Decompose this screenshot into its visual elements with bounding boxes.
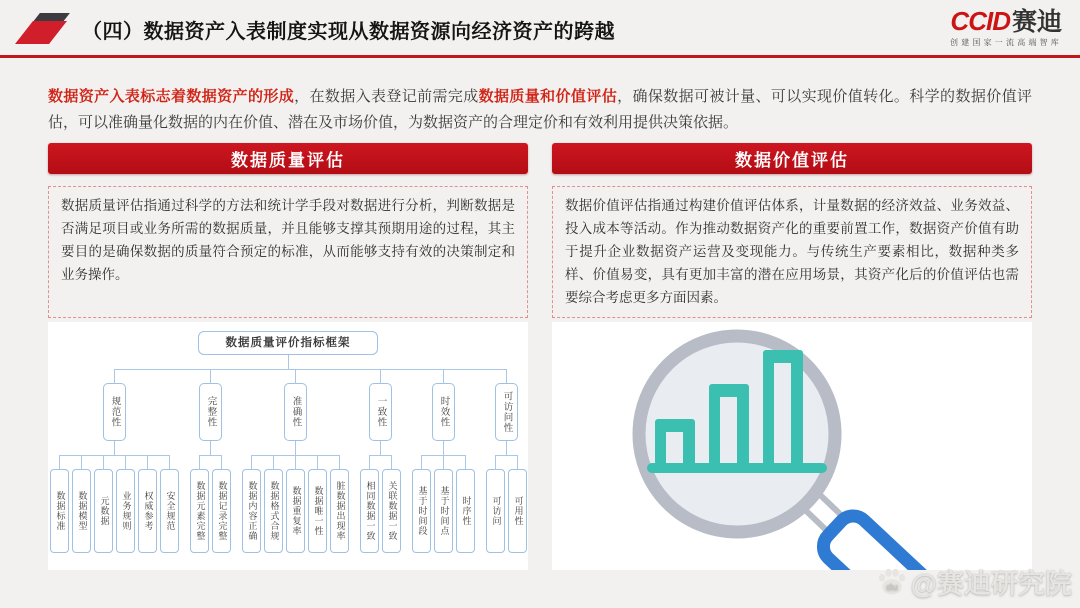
framework-leaf [306,455,328,553]
framework-leaf-node: 数据格式合规 [264,469,283,553]
framework-leaf [188,455,210,553]
intro-text-1: ，在数据入表登记前需完成 [294,88,479,105]
framework-category-node: 可访问性 [495,383,518,441]
framework-leaf-node: 数据重复率 [286,469,305,553]
framework-leaf [454,455,476,553]
framework-leaf [328,455,350,553]
framework-leaf [48,455,70,553]
framework-leaf [70,455,92,553]
framework-leaf-node: 基于时间点 [434,469,453,553]
framework-leaf-node: 基于时间段 [412,469,431,553]
framework-leaf-node: 数据唯一性 [308,469,327,553]
framework-leaf [380,455,402,553]
framework-leaf [136,455,158,553]
framework-leaf [284,455,306,553]
framework-leaf-node: 数据记录完整 [212,469,231,553]
framework-leaf-node: 关联数据一致 [382,469,401,553]
header [0,0,1080,55]
framework-branch [48,369,184,553]
framework-category-node: 完整性 [199,383,222,441]
framework-leaf-node: 数据元素完整 [190,469,209,553]
framework-leaf-node: 时序性 [456,469,475,553]
framework-branch [236,369,354,553]
framework-leaf [506,455,528,553]
framework-branch [480,369,528,553]
framework-leaf [358,455,380,553]
framework-branch [406,369,480,553]
magnifier-bar-chart-icon [552,322,1032,570]
framework-branch [354,369,406,553]
brand-tagline: 创建国家一流高端智库 [950,38,1062,47]
quality-panel [48,143,528,570]
framework-category-node: 准确性 [284,383,307,441]
page-title: （四）数据资产入表制度实现从数据资源向经济资产的跨越 [82,21,615,43]
brand-logo [950,8,1062,47]
framework-leaf [262,455,284,553]
intro-text-2: ，确保数据可被计量、可以实现价值转化。科学的数据价值评估，可以准确量化数据的内在价值、潜在及市场价值，为数据资产的合理定价和有效利用提供决策依据。 [48,88,1032,131]
logo-red-slab [15,21,67,44]
framework-leaf [114,455,136,553]
value-panel-body: 数据价值评估指通过构建价值评估体系，计量数据的经济效益、业务效益、投入成本等活动。作为推动数据资产化的重要前置工作，数据资产价值有助于提升企业数据资产运营及变现能力。与传统生产要素相比，数据种类多样、价值易变，具有更加丰富的潜在应用场景，其资产化后的价值评估也需要综合考虑更多方面因素。 [552,186,1032,318]
header-divider [0,55,1080,58]
framework-leaf [432,455,454,553]
intro-highlight-2: 数据质量和价值评估 [478,88,618,105]
framework-root-node: 数据质量评价指标框架 [198,331,378,355]
framework-leaf [484,455,506,553]
intro-paragraph [48,84,1032,136]
framework-leaf-node: 可用性 [508,469,527,553]
framework-leaf-node: 元数据 [94,469,113,553]
framework-leaf-node: 业务规则 [116,469,135,553]
framework-leaf-node: 相同数据一致 [360,469,379,553]
framework-leaf-node: 权威参考 [138,469,157,553]
quality-framework-diagram [48,322,528,570]
framework-category-node: 规范性 [103,383,126,441]
framework-leaf [158,455,180,553]
framework-category-node: 时效性 [432,383,455,441]
framework-leaf [92,455,114,553]
brand-name-en: CCID [950,6,1010,36]
ccid-slash-logo-icon [16,6,72,52]
quality-panel-title: 数据质量评估 [48,143,528,174]
framework-leaf-node: 数据模型 [72,469,91,553]
framework-leaf [240,455,262,553]
intro-highlight-1: 数据资产入表标志着数据资产的形成 [48,88,295,105]
framework-leaf-node: 脏数据出现率 [330,469,349,553]
watermark-text: @赛迪研究院 [910,569,1072,599]
framework-leaf-node: 数据内容正确 [242,469,261,553]
framework-category-node: 一致性 [369,383,392,441]
framework-leaf-node: 安全规范 [160,469,179,553]
baidu-paw-icon [876,566,908,598]
quality-framework-tree [48,322,528,553]
value-panel-illustration [552,322,1032,570]
framework-leaf-node: 数据标准 [50,469,69,553]
framework-leaf-node: 可访问 [486,469,505,553]
value-panel-title: 数据价值评估 [552,143,1032,174]
framework-leaf [210,455,232,553]
framework-branch [184,369,236,553]
value-panel [552,143,1032,570]
watermark [876,562,1072,601]
brand-name-cn: 赛迪 [1011,8,1062,36]
quality-panel-body: 数据质量评估指通过科学的方法和统计学手段对数据进行分析，判断数据是否满足项目或业务所需的数据质量，并且能够支撑其预期用途的过程，其主要目的是确保数据的质量符合预定的标准，从而能够支持有效的决策制定和业务操作。 [48,186,528,318]
svg-text:du: du [885,581,898,593]
framework-leaf [410,455,432,553]
